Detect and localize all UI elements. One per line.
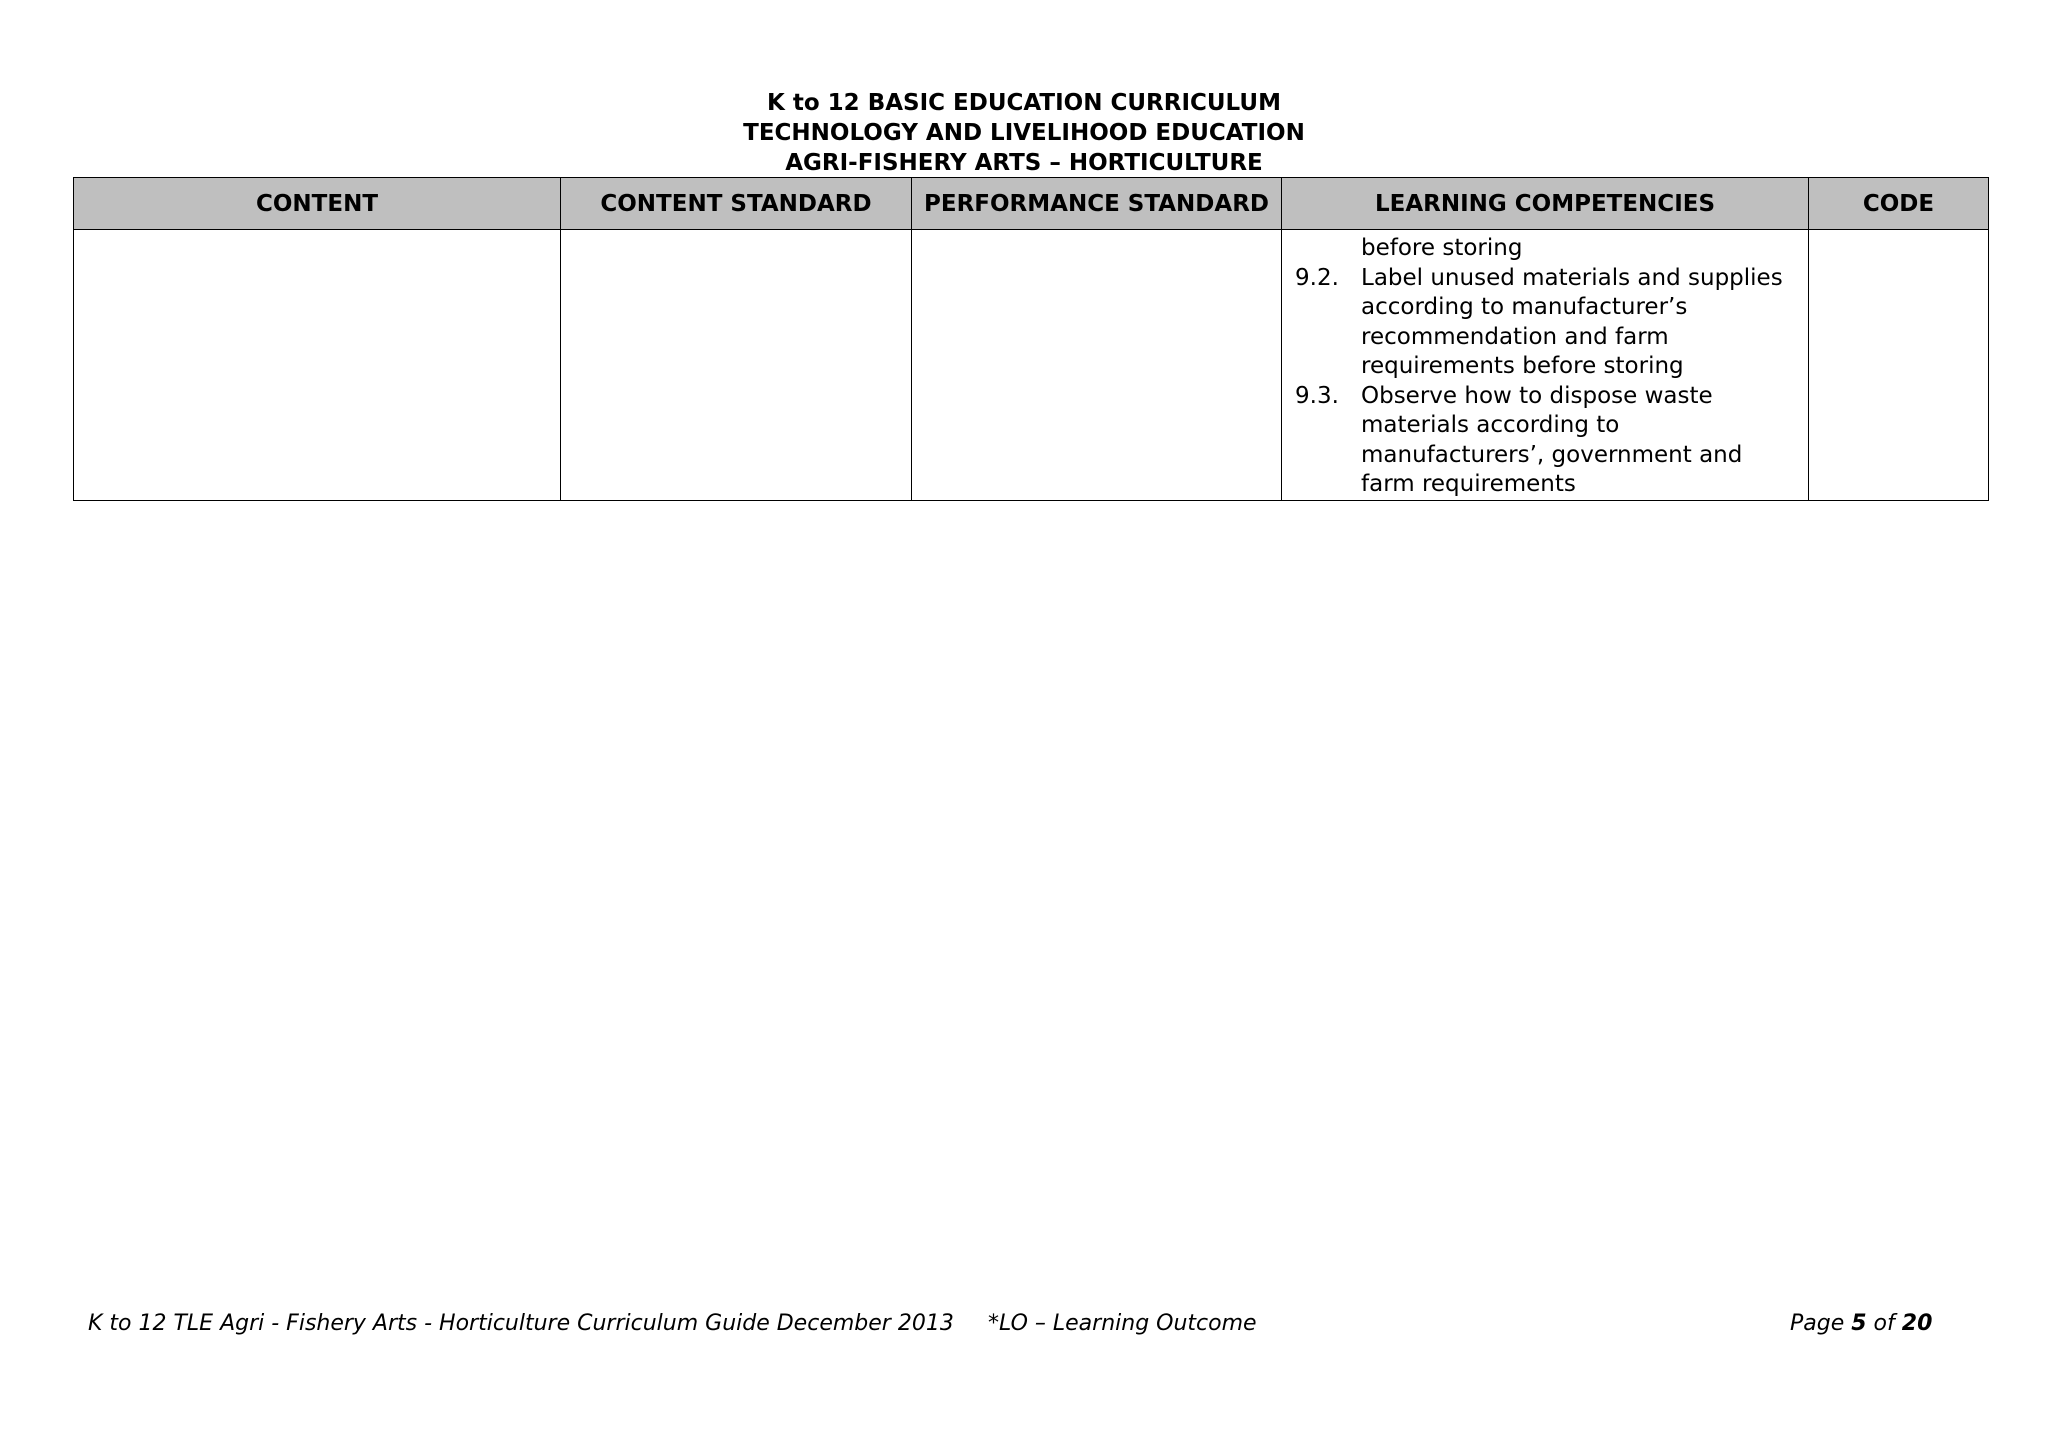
footer-page-number	[1790, 1310, 1932, 1338]
competency-text: Observe how to dispose waste materials according to manufacturers’, government and farm requirements	[1361, 382, 1743, 497]
competency-item	[1282, 382, 1808, 500]
document-header	[0, 88, 2048, 178]
column-header-code: CODE	[1809, 178, 1989, 230]
total-pages: 20	[1901, 1311, 1933, 1336]
table-header-row	[74, 178, 1989, 230]
header-title-line2: TECHNOLOGY AND LIVELIHOOD EDUCATION	[743, 120, 1305, 146]
cell-content-standard	[561, 230, 912, 501]
footer-guide-title: K to 12 TLE Agri - Fishery Arts - Horticulture Curriculum Guide December 2013	[88, 1311, 954, 1336]
column-header-learning-competencies: LEARNING COMPETENCIES	[1282, 178, 1809, 230]
column-header-content: CONTENT	[74, 178, 561, 230]
cell-code	[1809, 230, 1989, 501]
header-title-line3: AGRI-FISHERY ARTS – HORTICULTURE	[785, 150, 1263, 176]
cell-learning-competencies	[1282, 230, 1809, 501]
column-header-performance-standard: PERFORMANCE STANDARD	[912, 178, 1282, 230]
competency-number: 9.3.	[1295, 382, 1339, 409]
current-page: 5	[1851, 1311, 1867, 1336]
curriculum-table	[73, 177, 1989, 501]
header-title-line1: K to 12 BASIC EDUCATION CURRICULUM	[767, 90, 1281, 116]
footer-lo-note: *LO – Learning Outcome	[988, 1311, 1257, 1336]
competency-text: Label unused materials and supplies according to manufacturer’s recommendation and farm requirements before storing	[1361, 264, 1783, 379]
competency-item	[1282, 264, 1808, 382]
page-separator: of	[1866, 1311, 1902, 1336]
competency-continued-text: before storing	[1361, 235, 1523, 261]
table-row	[74, 230, 1989, 501]
competency-list	[1282, 230, 1808, 500]
cell-content	[74, 230, 561, 501]
column-header-content-standard: CONTENT STANDARD	[561, 178, 912, 230]
competency-number: 9.2.	[1295, 264, 1339, 291]
page-prefix: Page	[1790, 1311, 1852, 1336]
cell-performance-standard	[912, 230, 1282, 501]
